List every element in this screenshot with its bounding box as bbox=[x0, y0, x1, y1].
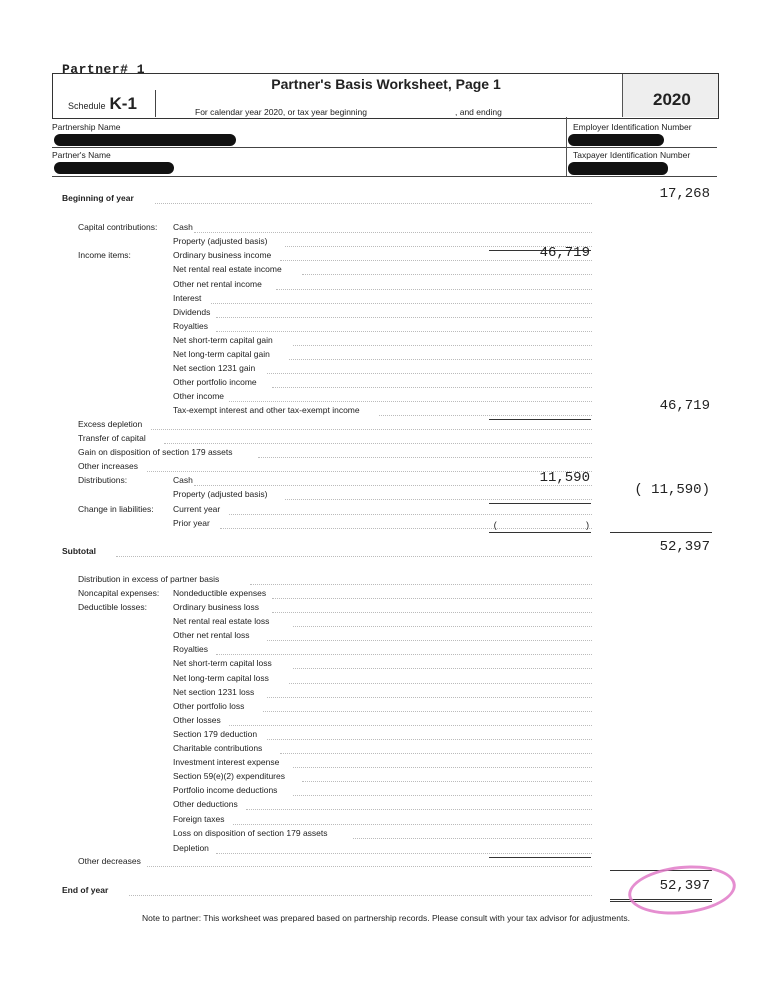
row-label: Section 59(e)(2) expenditures bbox=[173, 771, 285, 781]
worksheet-row bbox=[0, 588, 772, 602]
redacted-tin bbox=[568, 162, 668, 175]
dot-leader bbox=[293, 626, 592, 627]
dot-leader bbox=[289, 359, 592, 360]
amount-total: 52,397 bbox=[659, 878, 710, 894]
dot-leader bbox=[267, 697, 592, 698]
worksheet-row bbox=[0, 236, 772, 250]
divider bbox=[566, 117, 567, 176]
worksheet-row bbox=[0, 743, 772, 757]
row-label: Property (adjusted basis) bbox=[173, 236, 268, 246]
amount-subtotal: ( ) bbox=[492, 521, 590, 531]
row-label: Cash bbox=[173, 475, 193, 485]
schedule-text: Schedule bbox=[68, 101, 106, 111]
worksheet-row bbox=[0, 363, 772, 377]
divider bbox=[52, 147, 717, 148]
dot-leader bbox=[194, 232, 592, 233]
dot-leader bbox=[293, 668, 592, 669]
row-label: Dividends bbox=[173, 307, 211, 317]
worksheet-row bbox=[0, 321, 772, 335]
dot-leader bbox=[116, 556, 592, 557]
row-label: Other net rental loss bbox=[173, 630, 250, 640]
column-rule bbox=[610, 532, 712, 533]
dot-leader bbox=[267, 373, 592, 374]
row-group-label: Deductible losses: bbox=[78, 602, 147, 612]
row-group-label: Gain on disposition of section 179 assets bbox=[78, 447, 233, 457]
worksheet-row bbox=[0, 574, 772, 588]
partnership-name-label: Partnership Name bbox=[52, 122, 121, 132]
row-group-label: Noncapital expenses: bbox=[78, 588, 160, 598]
worksheet-row bbox=[0, 398, 772, 419]
dot-leader bbox=[147, 471, 593, 472]
dot-leader bbox=[272, 598, 592, 599]
dot-leader bbox=[151, 429, 592, 430]
row-group-label: Income items: bbox=[78, 250, 131, 260]
page-title: Partner's Basis Worksheet, Page 1 bbox=[271, 76, 501, 92]
amount-total: 52,397 bbox=[659, 539, 710, 555]
worksheet-row bbox=[0, 461, 772, 475]
dot-leader bbox=[302, 781, 592, 782]
worksheet-row bbox=[0, 757, 772, 771]
divider bbox=[52, 176, 717, 177]
dot-leader bbox=[267, 640, 592, 641]
worksheet-row bbox=[0, 843, 772, 857]
row-label: Portfolio income deductions bbox=[173, 785, 278, 795]
partner-number: Partner# 1 bbox=[62, 62, 146, 77]
dot-leader bbox=[293, 767, 592, 768]
amount-total: 17,268 bbox=[659, 186, 710, 202]
worksheet-row bbox=[0, 264, 772, 278]
worksheet-row bbox=[0, 245, 772, 264]
dot-leader bbox=[155, 203, 592, 204]
row-label: Prior year bbox=[173, 518, 210, 528]
row-label: Section 179 deduction bbox=[173, 729, 258, 739]
dot-leader bbox=[129, 895, 592, 896]
dot-leader bbox=[272, 612, 592, 613]
worksheet-row bbox=[0, 539, 772, 560]
amount-total: ( 11,590) bbox=[634, 482, 710, 498]
worksheet-row bbox=[0, 602, 772, 616]
row-label: Depletion bbox=[173, 843, 209, 853]
dot-leader bbox=[302, 274, 592, 275]
row-label: Net long-term capital gain bbox=[173, 349, 270, 359]
worksheet-row bbox=[0, 630, 772, 644]
worksheet-row bbox=[0, 335, 772, 349]
dot-leader bbox=[229, 514, 592, 515]
dot-leader bbox=[233, 824, 592, 825]
redacted-partnership-name bbox=[54, 134, 236, 146]
worksheet-row bbox=[0, 504, 772, 518]
dot-leader bbox=[147, 866, 593, 867]
row-group-label: Change in liabilities: bbox=[78, 504, 154, 514]
dot-leader bbox=[246, 809, 592, 810]
worksheet-row bbox=[0, 856, 772, 870]
amount-subtotal: 11,590 bbox=[539, 470, 590, 486]
row-label: Ordinary business income bbox=[173, 250, 272, 260]
row-label: Investment interest expense bbox=[173, 757, 280, 767]
worksheet-row bbox=[0, 828, 772, 842]
dot-leader bbox=[276, 289, 592, 290]
row-label: Royalties bbox=[173, 644, 208, 654]
dot-leader bbox=[280, 753, 592, 754]
amount-subtotal: 46,719 bbox=[539, 245, 590, 261]
row-label: Net long-term capital loss bbox=[173, 673, 269, 683]
ending-text: , and ending bbox=[455, 107, 502, 117]
row-label: Other portfolio income bbox=[173, 377, 257, 387]
row-group-label: Distributions: bbox=[78, 475, 128, 485]
row-label: Interest bbox=[173, 293, 202, 303]
row-group-label: Subtotal bbox=[62, 546, 96, 556]
ein-label: Employer Identification Number bbox=[573, 122, 692, 132]
row-group-label: Other increases bbox=[78, 461, 138, 471]
worksheet-row bbox=[0, 349, 772, 363]
row-label: Other deductions bbox=[173, 799, 238, 809]
partner-name-label: Partner's Name bbox=[52, 150, 111, 160]
column-rule bbox=[489, 532, 591, 533]
dot-leader bbox=[194, 485, 592, 486]
worksheet-row bbox=[0, 307, 772, 321]
row-group-label: Beginning of year bbox=[62, 193, 134, 203]
calendar-year-text: For calendar year 2020, or tax year beginning bbox=[195, 107, 367, 117]
worksheet-row bbox=[0, 186, 772, 207]
worksheet-row bbox=[0, 433, 772, 447]
row-group-label: Capital contributions: bbox=[78, 222, 158, 232]
worksheet-row bbox=[0, 419, 772, 433]
row-label: Net section 1231 gain bbox=[173, 363, 256, 373]
row-group-label: Transfer of capital bbox=[78, 433, 146, 443]
dot-leader bbox=[216, 853, 592, 854]
dot-leader bbox=[285, 499, 593, 500]
row-label: Cash bbox=[173, 222, 193, 232]
dot-leader bbox=[353, 838, 592, 839]
row-label: Tax-exempt interest and other tax-exempt income bbox=[173, 405, 360, 415]
row-label: Loss on disposition of section 179 assets bbox=[173, 828, 328, 838]
dot-leader bbox=[289, 683, 592, 684]
worksheet-row bbox=[0, 391, 772, 405]
worksheet-row bbox=[0, 616, 772, 630]
row-label: Ordinary business loss bbox=[173, 602, 259, 612]
row-group-label: Other decreases bbox=[78, 856, 141, 866]
row-label: Foreign taxes bbox=[173, 814, 225, 824]
worksheet-row bbox=[0, 687, 772, 701]
worksheet-row bbox=[0, 482, 772, 503]
dot-leader bbox=[211, 303, 592, 304]
row-label: Other portfolio loss bbox=[173, 701, 245, 711]
dot-leader bbox=[229, 401, 592, 402]
dot-leader bbox=[258, 457, 592, 458]
worksheet-row bbox=[0, 377, 772, 391]
dot-leader bbox=[216, 331, 592, 332]
dot-leader bbox=[216, 654, 592, 655]
row-label: Net rental real estate loss bbox=[173, 616, 270, 626]
divider bbox=[155, 90, 156, 117]
amount-total: 46,719 bbox=[659, 398, 710, 414]
row-label: Other income bbox=[173, 391, 225, 401]
redacted-partner-name bbox=[54, 162, 174, 174]
worksheet-row bbox=[0, 644, 772, 658]
tin-label: Taxpayer Identification Number bbox=[573, 150, 691, 160]
row-group-label: End of year bbox=[62, 885, 109, 895]
row-label: Net short-term capital loss bbox=[173, 658, 272, 668]
dot-leader bbox=[293, 345, 592, 346]
row-label: Royalties bbox=[173, 321, 208, 331]
schedule-label bbox=[68, 94, 137, 114]
worksheet-row bbox=[0, 715, 772, 729]
dot-leader bbox=[250, 584, 592, 585]
worksheet-row bbox=[0, 814, 772, 828]
row-label: Other losses bbox=[173, 715, 221, 725]
dot-leader bbox=[216, 317, 592, 318]
worksheet-row bbox=[0, 279, 772, 293]
dot-leader bbox=[379, 415, 592, 416]
row-group-label: Excess depletion bbox=[78, 419, 143, 429]
worksheet-row bbox=[0, 293, 772, 307]
row-group-label: Distribution in excess of partner basis bbox=[78, 574, 220, 584]
tax-year: 2020 bbox=[653, 90, 691, 109]
worksheet-row bbox=[0, 447, 772, 461]
worksheet-row bbox=[0, 222, 772, 236]
worksheet-row bbox=[0, 729, 772, 743]
worksheet-row bbox=[0, 799, 772, 813]
note-to-partner: Note to partner: This worksheet was prepared based on partnership records. Please consult with your tax advisor for adjustments. bbox=[142, 913, 630, 923]
row-label: Net rental real estate income bbox=[173, 264, 282, 274]
dot-leader bbox=[229, 725, 592, 726]
dot-leader bbox=[263, 711, 592, 712]
row-label: Property (adjusted basis) bbox=[173, 489, 268, 499]
dot-leader bbox=[164, 443, 592, 444]
worksheet-row bbox=[0, 673, 772, 687]
dot-leader bbox=[272, 387, 592, 388]
row-label: Other net rental income bbox=[173, 279, 262, 289]
worksheet-row bbox=[0, 771, 772, 785]
redacted-ein bbox=[568, 134, 664, 146]
worksheet-row bbox=[0, 701, 772, 715]
row-label: Net section 1231 loss bbox=[173, 687, 255, 697]
dot-leader bbox=[293, 795, 592, 796]
row-label: Charitable contributions bbox=[173, 743, 263, 753]
worksheet-row bbox=[0, 785, 772, 799]
worksheet-row bbox=[0, 658, 772, 672]
row-label: Current year bbox=[173, 504, 221, 514]
worksheet-row bbox=[0, 518, 772, 532]
row-label: Nondeductible expenses bbox=[173, 588, 267, 598]
dot-leader bbox=[267, 739, 592, 740]
row-label: Net short-term capital gain bbox=[173, 335, 273, 345]
schedule-form: K-1 bbox=[109, 94, 137, 113]
